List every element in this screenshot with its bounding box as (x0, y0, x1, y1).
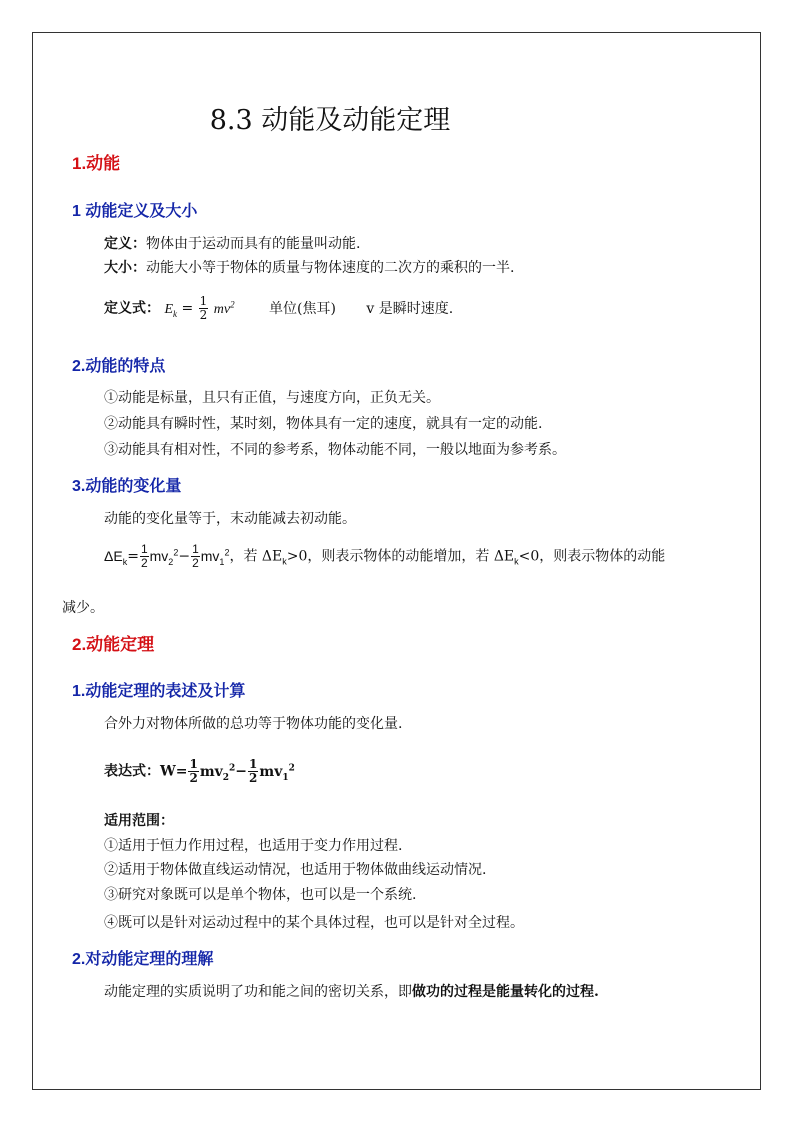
subheading-definition: 1 动能定义及大小 (72, 203, 198, 220)
change-mv2: $mv_2^2$ (149, 547, 179, 567)
condition-k-1: k (282, 556, 287, 567)
formula-label: 定义式： (104, 300, 160, 317)
formula-equals: = (181, 300, 194, 317)
delta-ek: $\Delta E_k$ (104, 547, 128, 567)
change-minus: − (178, 548, 191, 565)
unit-text: 单位(焦耳) (269, 300, 336, 317)
change-fraction-2: $\frac{1}{2}$ (192, 542, 199, 571)
definition-text: 物体由于运动而具有的能量叫动能. (146, 236, 361, 252)
magnitude-label: 大小： (104, 260, 146, 276)
theorem-text: 合外力对物体所做的总功等于物体功能的变化量. (104, 716, 403, 732)
scope-item-4: ④既可以是针对运动过程中的某个具体过程，也可以是针对全过程。 (104, 915, 524, 931)
characteristic-item-3: ③动能具有相对性，不同的参考系，物体动能不同，一般以地面为参考系。 (104, 442, 566, 458)
theorem-formula-label: 表达式：W= (104, 763, 188, 780)
formula-mv2: $mv^2$ (213, 299, 235, 317)
definition-label: 定义： (104, 236, 146, 252)
condition-text-1: ，若 ΔE (229, 548, 283, 565)
magnitude-text: 动能大小等于物体的质量与物体速度的二次方的乘积的一半. (146, 260, 515, 276)
subheading-statement: 1.动能定理的表述及计算 (72, 683, 246, 700)
change-continuation: 减少。 (62, 600, 104, 616)
page-title: 8.3 动能及动能定理 (209, 105, 451, 136)
understanding-text-bold: 做功的过程是能量转化的过程. (412, 984, 599, 1000)
subheading-understanding: 2.对动能定理的理解 (72, 951, 214, 968)
scope-item-3: ③研究对象既可以是单个物体，也可以是一个系统. (104, 887, 417, 903)
change-formula-line (104, 541, 665, 572)
theorem-fraction-1: $\frac{1}{2}$ (189, 757, 198, 786)
definition-line (104, 233, 360, 255)
theorem-mv2: $mv_2^2$ (199, 763, 236, 783)
theorem-fraction-2: $\frac{1}{2}$ (249, 757, 258, 786)
characteristic-item-1: ①动能是标量，且只有正值，与速度方向，正负无关。 (104, 390, 440, 406)
change-fraction-1: $\frac{1}{2}$ (140, 542, 148, 571)
scope-item-2: ②适用于物体做直线运动情况，也适用于物体做曲线运动情况. (104, 862, 487, 878)
condition-text-3: <0，则表示物体的动能 (518, 548, 666, 565)
section-heading-theorem: 2.动能定理 (72, 635, 155, 654)
definition-formula-line (104, 293, 453, 324)
formula-fraction: $\frac{1}{2}$ (199, 294, 208, 323)
subheading-characteristics: 2.动能的特点 (72, 358, 166, 375)
change-equals: = (127, 548, 139, 565)
scope-label: 适用范围： (104, 813, 174, 829)
change-mv1: $mv_1^2$ (200, 547, 230, 567)
velocity-note: v 是瞬时速度. (366, 300, 454, 317)
theorem-formula-line (104, 757, 295, 788)
characteristic-item-2: ②动能具有瞬时性，某时刻，物体具有一定的速度，就具有一定的动能. (104, 416, 543, 432)
theorem-minus: − (235, 763, 248, 780)
formula-ek: $E_k$ (164, 301, 178, 319)
condition-text-2: >0，则表示物体的动能增加，若 ΔE (286, 548, 515, 565)
magnitude-line (104, 257, 514, 279)
understanding-text-pre: 动能定理的实质说明了功和能之间的密切关系，即 (104, 984, 412, 1000)
scope-item-1: ①适用于恒力作用过程，也适用于变力作用过程. (104, 838, 403, 854)
understanding-text (104, 981, 599, 1003)
section-heading-kinetic-energy: 1.动能 (72, 154, 121, 173)
change-text: 动能的变化量等于，末动能减去初动能。 (104, 511, 356, 527)
condition-k-2: k (514, 556, 519, 567)
subheading-change: 3.动能的变化量 (72, 478, 182, 495)
theorem-mv1: $mv_1^2$ (259, 763, 295, 783)
